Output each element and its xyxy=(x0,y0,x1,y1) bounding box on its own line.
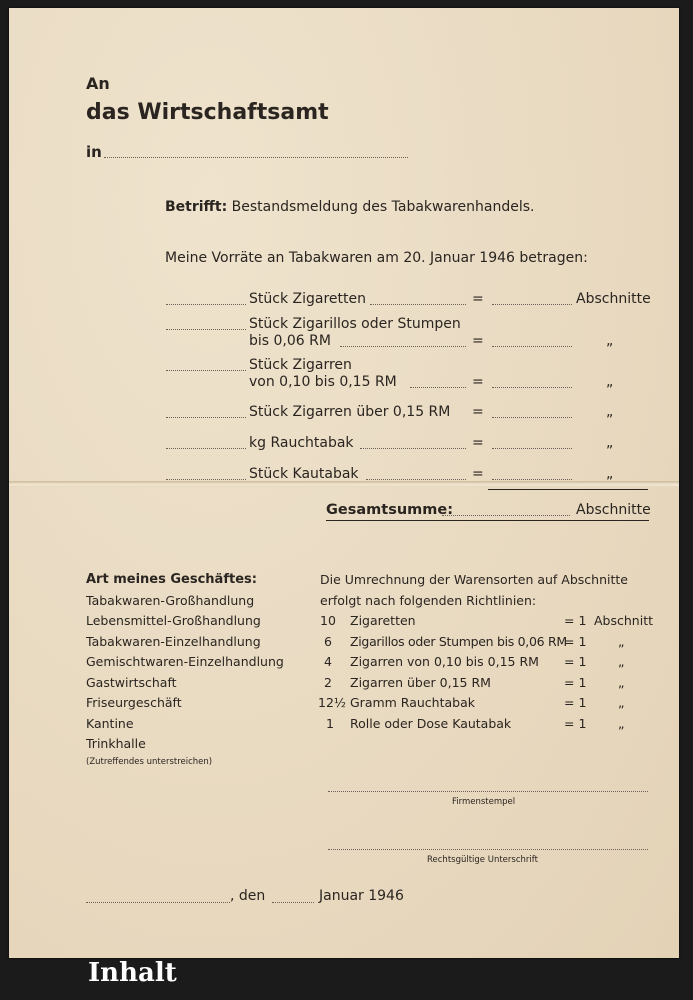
conversion-qty: 6 xyxy=(324,634,332,649)
inventory-item-label: kg Rauchtabak xyxy=(249,435,354,451)
conversion-qty: 4 xyxy=(324,654,332,669)
conversion-eq: = 1 xyxy=(564,654,587,669)
unit-label: „ xyxy=(606,435,614,451)
conversion-item: Zigarren von 0,10 bis 0,15 RM xyxy=(350,654,539,669)
total-field[interactable] xyxy=(442,515,570,516)
inventory-item-sublabel: von 0,10 bis 0,15 RM xyxy=(249,374,397,390)
coupon-field[interactable] xyxy=(492,479,572,480)
inhalt-caption: Inhalt xyxy=(88,958,177,988)
equals-sign: = xyxy=(472,404,484,420)
equals-sign: = xyxy=(472,374,484,390)
total-unit: Abschnitte xyxy=(576,502,651,518)
coupon-field[interactable] xyxy=(492,417,572,418)
place-field[interactable] xyxy=(86,902,230,903)
business-type-item[interactable]: Tabakwaren-Einzelhandlung xyxy=(86,634,261,649)
coupon-field[interactable] xyxy=(492,448,572,449)
business-type-item[interactable]: Friseurgeschäft xyxy=(86,695,182,710)
equals-sign: = xyxy=(472,466,484,482)
date-den-label: , den xyxy=(230,888,266,904)
address-city-field[interactable] xyxy=(104,157,408,158)
inventory-item-label: Stück Zigarillos oder Stumpen xyxy=(249,316,461,332)
leader-dots xyxy=(410,387,466,388)
conversion-eq: = 1 xyxy=(564,695,587,710)
business-note: (Zutreffendes unterstreichen) xyxy=(86,757,213,767)
address-in-label: in xyxy=(86,143,102,161)
quantity-field[interactable] xyxy=(166,448,246,449)
day-field[interactable] xyxy=(272,902,314,903)
conversion-item: Zigarillos oder Stumpen bis 0,06 RM xyxy=(350,634,567,649)
conversion-eq: = 1 xyxy=(564,716,587,731)
business-type-item[interactable]: Trinkhalle xyxy=(86,736,146,751)
conversion-unit: „ xyxy=(618,716,625,731)
conversion-intro-1: Die Umrechnung der Warensorten auf Abschnitte xyxy=(320,572,628,587)
business-type-item[interactable]: Tabakwaren-Großhandlung xyxy=(86,593,255,608)
inventory-item-label: Stück Kautabak xyxy=(249,466,359,482)
conversion-unit: „ xyxy=(618,675,625,690)
conversion-intro-2: erfolgt nach folgenden Richtlinien: xyxy=(320,593,537,608)
conversion-item: Zigarren über 0,15 RM xyxy=(350,675,491,690)
total-top-rule xyxy=(488,489,648,490)
address-office: das Wirtschaftsamt xyxy=(86,100,329,125)
equals-sign: = xyxy=(472,435,484,451)
business-type-item[interactable]: Kantine xyxy=(86,716,134,731)
signature-field[interactable] xyxy=(328,849,648,850)
equals-sign: = xyxy=(472,291,484,307)
unit-label: „ xyxy=(606,466,614,482)
conversion-unit: Abschnitt xyxy=(594,613,653,628)
quantity-field[interactable] xyxy=(166,329,246,330)
conversion-qty: 12½ xyxy=(318,695,347,710)
unit-label: Abschnitte xyxy=(576,291,651,307)
quantity-field[interactable] xyxy=(166,304,246,305)
quantity-field[interactable] xyxy=(166,417,246,418)
conversion-item: Gramm Rauchtabak xyxy=(350,695,475,710)
equals-sign: = xyxy=(472,333,484,349)
conversion-qty: 10 xyxy=(320,613,336,628)
inventory-item-label: Stück Zigarren über 0,15 RM xyxy=(249,404,451,420)
unit-label: „ xyxy=(606,374,614,390)
total-underline xyxy=(326,520,649,521)
leader-dots xyxy=(366,479,466,480)
subject-line xyxy=(165,199,534,215)
inventory-intro: Meine Vorräte an Tabakwaren am 20. Januar 1946 betragen: xyxy=(165,250,588,266)
conversion-unit: „ xyxy=(618,695,625,710)
conversion-item: Zigaretten xyxy=(350,613,416,628)
conversion-unit: „ xyxy=(618,654,625,669)
subject-label: Betrifft: xyxy=(165,199,228,215)
date-month-year: Januar 1946 xyxy=(319,888,404,904)
conversion-eq: = 1 xyxy=(564,634,587,649)
quantity-field[interactable] xyxy=(166,370,246,371)
company-stamp-label: Firmenstempel xyxy=(452,797,516,807)
signature-label: Rechtsgültige Unterschrift xyxy=(427,855,538,865)
conversion-unit: „ xyxy=(618,634,625,649)
conversion-qty: 2 xyxy=(324,675,332,690)
conversion-eq: = 1 xyxy=(564,675,587,690)
business-type-item[interactable]: Lebensmittel-Großhandlung xyxy=(86,613,261,628)
leader-dots xyxy=(360,448,466,449)
coupon-field[interactable] xyxy=(492,346,572,347)
coupon-field[interactable] xyxy=(492,304,572,305)
inventory-item-sublabel: bis 0,06 RM xyxy=(249,333,331,349)
unit-label: „ xyxy=(606,333,614,349)
conversion-item: Rolle oder Dose Kautabak xyxy=(350,716,512,731)
company-stamp-field[interactable] xyxy=(328,791,648,792)
business-heading: Art meines Geschäftes: xyxy=(86,572,257,587)
business-type-item[interactable]: Gemischtwaren-Einzelhandlung xyxy=(86,654,284,669)
leader-dots xyxy=(340,346,466,347)
subject-text: Bestandsmeldung des Tabakwarenhandels. xyxy=(231,199,535,215)
quantity-field[interactable] xyxy=(166,479,246,480)
inventory-item-label: Stück Zigarren xyxy=(249,357,352,373)
coupon-field[interactable] xyxy=(492,387,572,388)
leader-dots xyxy=(370,304,466,305)
conversion-qty: 1 xyxy=(326,716,334,731)
total-label: Gesamtsumme: xyxy=(326,502,453,518)
address-an: An xyxy=(86,74,110,93)
business-type-item[interactable]: Gastwirtschaft xyxy=(86,675,177,690)
unit-label: „ xyxy=(606,404,614,420)
conversion-eq: = 1 xyxy=(564,613,587,628)
inventory-item-label: Stück Zigaretten xyxy=(249,291,366,307)
